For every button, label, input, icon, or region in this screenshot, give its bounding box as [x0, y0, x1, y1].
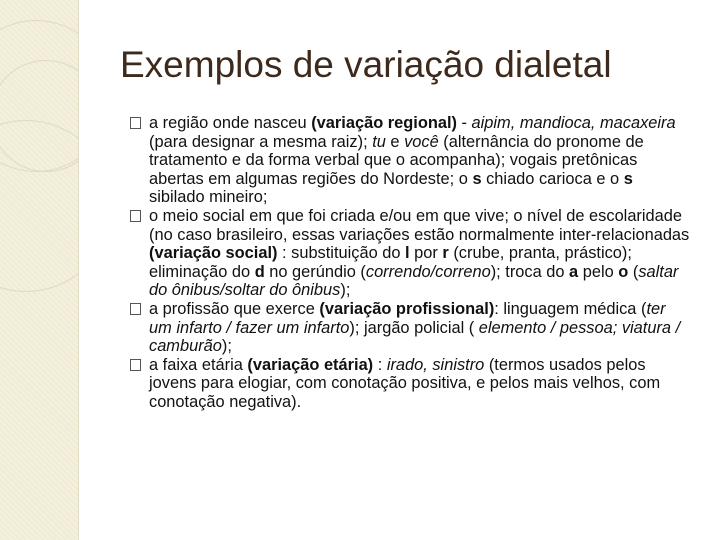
square-bullet-icon — [130, 303, 141, 315]
text-span: a faixa etária — [149, 355, 248, 374]
text-span: ( — [628, 262, 639, 281]
bullet-item — [130, 207, 692, 300]
text-span: chiado carioca e o — [481, 169, 624, 188]
bullet-item — [130, 114, 692, 207]
text-span: a profissão que exerce — [149, 299, 320, 318]
text-span: ); — [221, 337, 232, 356]
bullet-item — [130, 356, 692, 412]
bullet-item — [130, 300, 692, 356]
text-italic: elemento / pessoa; viatura / camburão — [149, 318, 681, 356]
bullet-text — [149, 207, 689, 299]
text-span: (alternância do pronome de tratamento e da forma verbal que o acompanha); vogais pretônicas abertas em algumas regiões do Nordeste; o — [149, 132, 644, 188]
text-bold: r — [442, 244, 449, 263]
text-span: (termos usados pelos jovens para elogiar, com conotação positiva, e pelos mais velhos, com conotação negativa). — [149, 355, 661, 411]
text-span: ); troca do — [490, 262, 570, 281]
text-italic: ter um infarto / fazer um infarto — [149, 299, 666, 337]
text-bold: d — [254, 262, 265, 281]
text-span: e — [385, 132, 405, 151]
square-bullet-icon — [130, 359, 141, 371]
text-italic: saltar do ônibus/soltar do ônibus — [149, 262, 679, 300]
slide-title: Exemplos de variação dialetal — [120, 44, 612, 85]
bullet-text — [149, 114, 676, 206]
text-span: : linguagem médica ( — [494, 299, 647, 318]
text-italic: você — [404, 132, 439, 151]
decorative-circle — [0, 120, 78, 292]
decorative-left-band — [0, 0, 78, 540]
text-bold: (variação etária) — [247, 355, 374, 374]
text-span: sibilado mineiro; — [149, 188, 268, 207]
text-italic: aipim, mandioca, macaxeira — [471, 114, 676, 132]
square-bullet-icon — [130, 117, 141, 129]
bullet-list — [130, 114, 692, 412]
text-bold: l — [405, 244, 410, 263]
text-span: : substituição do — [277, 244, 406, 263]
text-span: - — [456, 114, 472, 132]
text-span: pelo — [578, 262, 619, 281]
band-divider — [78, 0, 79, 540]
text-italic: tu — [372, 132, 386, 151]
text-italic: irado, sinistro — [386, 355, 485, 374]
text-bold: (variação profissional) — [319, 299, 495, 318]
text-bold: (variação regional) — [311, 114, 457, 132]
text-span: no gerúndio ( — [264, 262, 366, 281]
text-span: (crube, pranta, prástico); eliminação do — [149, 244, 632, 281]
text-bold: (variação social) — [149, 244, 278, 263]
text-span: o meio social em que foi criada e/ou em que vive; o nível de escolaridade (no caso brasileiro, essas variações estão normalmente inter-relacionadas — [149, 206, 690, 244]
text-span: : — [373, 355, 387, 374]
text-bold: s — [472, 169, 482, 188]
text-span: ); jargão policial ( — [349, 318, 479, 337]
text-bold: a — [569, 262, 579, 281]
text-span: (para designar a mesma raiz); — [149, 132, 373, 151]
text-bold: s — [623, 169, 633, 188]
text-span: ); — [340, 281, 351, 300]
text-span: por — [409, 244, 443, 263]
square-bullet-icon — [130, 210, 141, 222]
bullet-text — [149, 356, 660, 411]
text-span: a região onde nasceu — [149, 114, 312, 132]
bullet-text — [149, 300, 680, 355]
text-bold: o — [618, 262, 629, 281]
text-italic: correndo/correno — [365, 262, 491, 281]
